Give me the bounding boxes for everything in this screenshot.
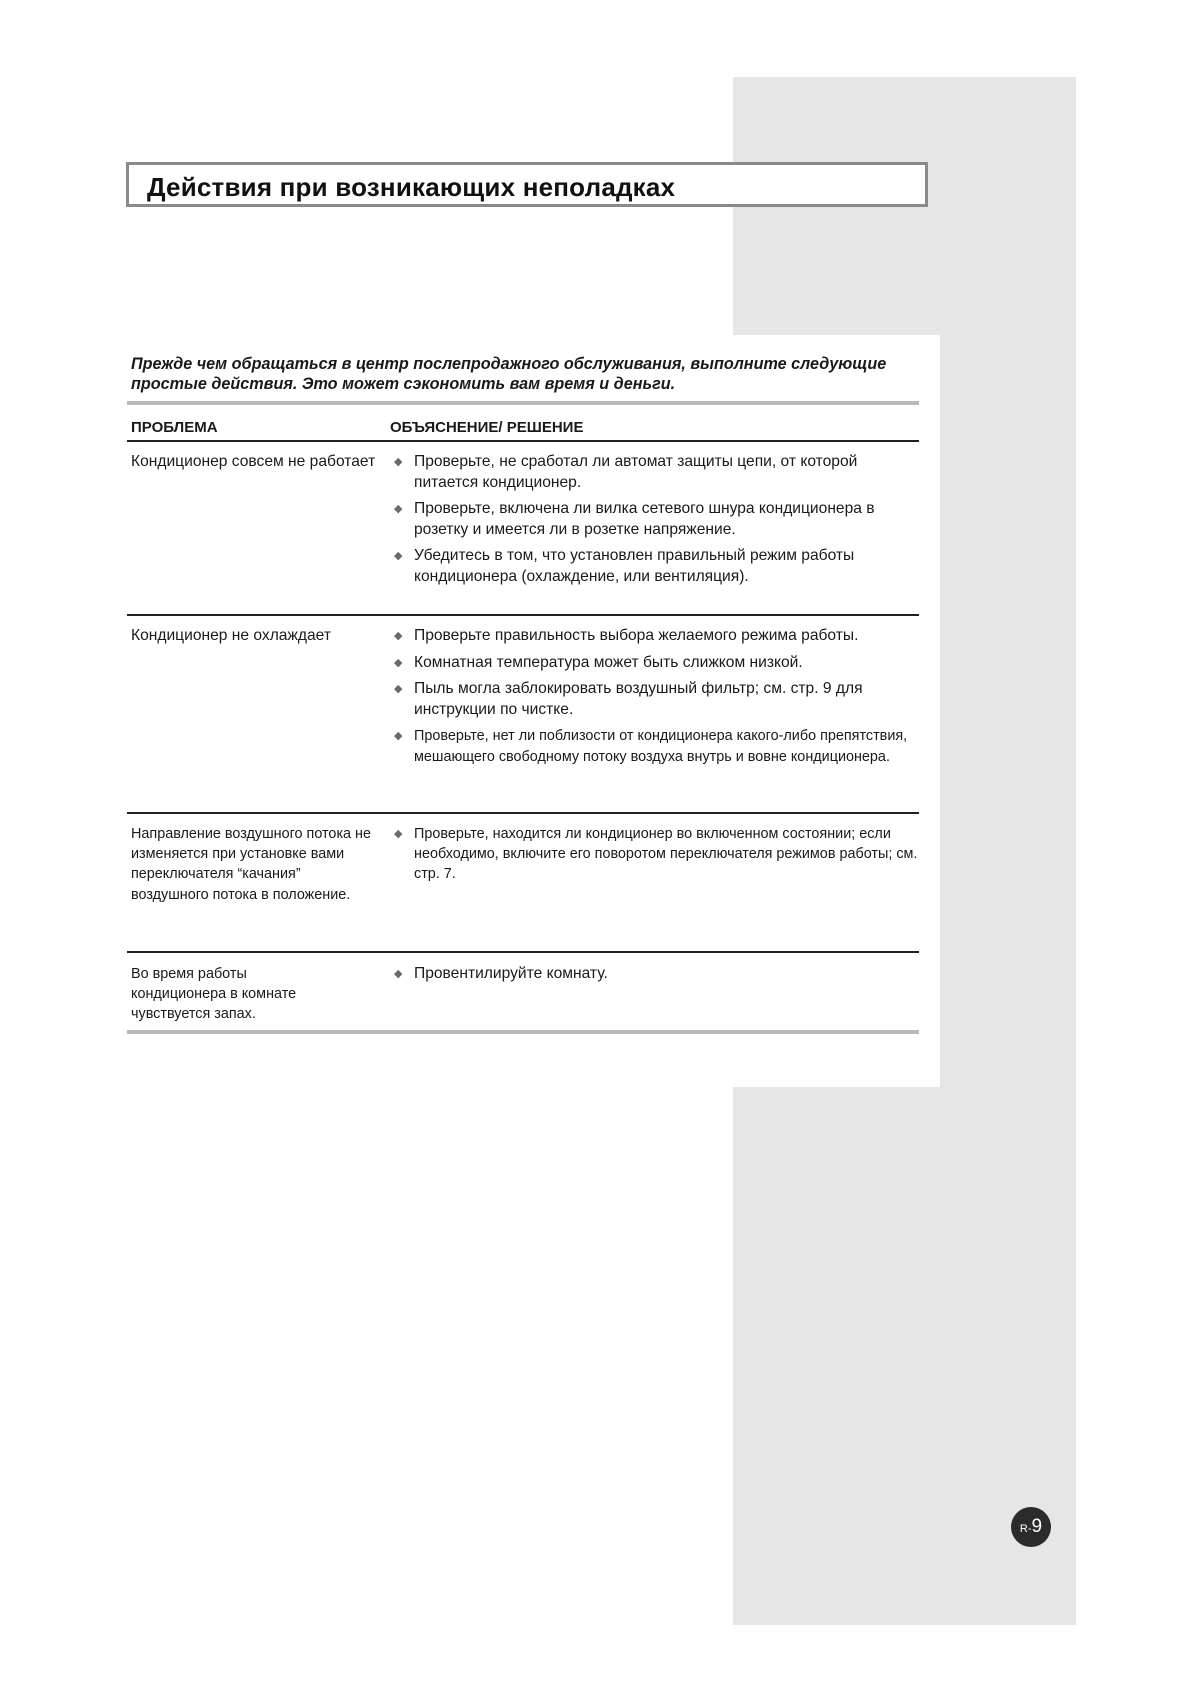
solution-text: Пыль могла заблокировать воздушный фильтр; см. стр. 9 для инструкции по чистке. (414, 680, 863, 718)
solution-item (394, 726, 924, 766)
title-box (126, 162, 928, 207)
solution-list-2 (394, 626, 924, 773)
problem-cell-2: Кондиционер не охлаждает (131, 627, 331, 644)
solution-text: Проверьте, нет ли поблизости от кондиционера какого-либо препятствия, мешающего свободному потоку воздуха внутрь и вовне кондиционера. (414, 728, 908, 765)
diamond-bullet-icon: ◆ (394, 730, 403, 743)
diamond-bullet-icon: ◆ (394, 968, 403, 980)
solution-text: Провентилируйте комнату. (414, 965, 608, 982)
solution-item (394, 499, 924, 540)
row-divider-2 (127, 812, 919, 814)
header-rule (127, 440, 919, 442)
solution-item (394, 653, 924, 674)
problem-cell-3: Направление воздушного потока не изменяется при установке вами переключателя “качания” воздушного потока в положение. (131, 826, 372, 903)
problem-cell-4: Во время работы кондиционера в комнате чувствуется запах. (131, 966, 297, 1023)
intro-text: Прежде чем обращаться в центр послепродажного обслуживания, выполните следующие простые действия. Это может сэкономить вам время и деньги. (131, 355, 887, 393)
solution-text: Проверьте, находится ли кондиционер во включенном состоянии; если необходимо, включите его поворотом переключателя режимов работы; см. стр. 7. (414, 826, 918, 883)
solution-item (394, 452, 924, 493)
solution-text: Проверьте правильность выбора желаемого режима работы. (414, 627, 859, 644)
solution-text: Комнатная температура может быть слижком низкой. (414, 653, 803, 671)
diamond-bullet-icon: ◆ (394, 683, 403, 696)
solution-item (394, 546, 924, 587)
header-solution: ОБЪЯСНЕНИЕ/ РЕШЕНИЕ (390, 419, 584, 436)
diamond-bullet-icon: ◆ (394, 550, 403, 563)
page-number-badge (1011, 1507, 1051, 1547)
page-number-prefix: R- (1019, 1523, 1032, 1535)
diamond-bullet-icon: ◆ (394, 503, 403, 516)
problem-cell-1: Кондиционер совсем не работает (131, 453, 376, 470)
diamond-bullet-icon: ◆ (394, 456, 403, 468)
row-divider-1 (127, 614, 919, 616)
solution-text: Убедитесь в том, что установлен правильный режим работы кондиционера (охлаждение, или вентиляция). (414, 547, 855, 585)
table-top-rule (127, 401, 919, 405)
solution-text: Проверьте, не сработал ли автомат защиты цепи, от которой питается кондиционер. (414, 453, 858, 491)
page-title: Действия при возникающих неполадках (147, 172, 676, 202)
solution-item (394, 679, 924, 720)
page-number-digit: 9 (1031, 1516, 1043, 1537)
solution-list-1 (394, 452, 924, 594)
diamond-bullet-icon: ◆ (394, 630, 403, 642)
diamond-bullet-icon: ◆ (394, 656, 403, 669)
solution-item (394, 964, 924, 985)
table-bottom-rule (127, 1030, 919, 1034)
solution-item (394, 824, 924, 885)
solution-text: Проверьте, включена ли вилка сетевого шнура кондиционера в розетку и имеется ли в розетке напряжение. (414, 500, 875, 538)
diamond-bullet-icon: ◆ (394, 828, 403, 840)
row-divider-3 (127, 951, 919, 953)
header-problem: ПРОБЛЕМА (131, 419, 218, 436)
solution-item (394, 626, 924, 647)
solution-list-4 (394, 964, 924, 991)
solution-list-3 (394, 824, 924, 891)
